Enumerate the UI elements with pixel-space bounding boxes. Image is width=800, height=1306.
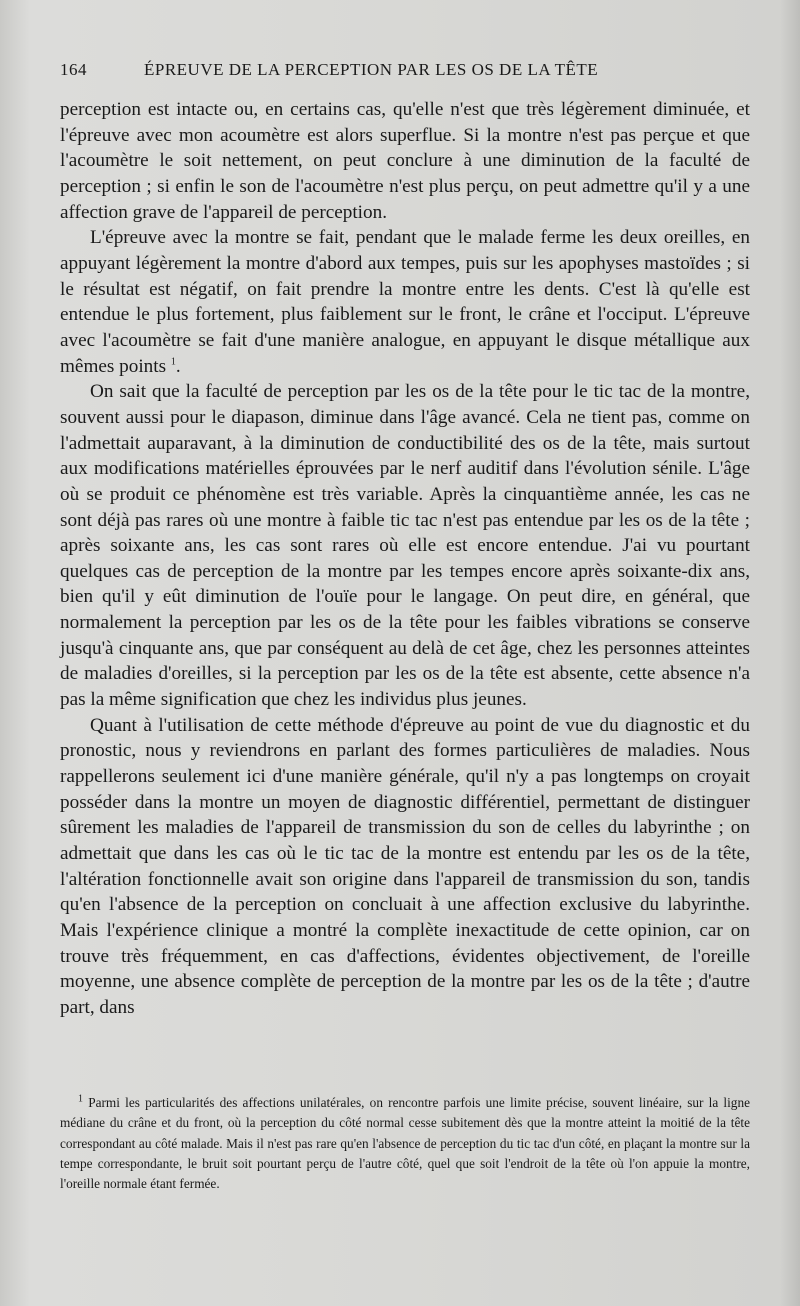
page-number: 164 [60, 60, 87, 79]
footnote [60, 1093, 750, 1194]
paragraph: Quant à l'utilisation de cette méthode d'épreuve au point de vue du diagnostic et du pronostic, nous y reviendrons en parlant des formes particulières de maladies. Nous rappellerons seulement ici d'une manière générale, qu'il n'y a pas longtemps on croyait posséder dans la montre un moyen de diagnostic différentiel, permettant de distinguer sûrement les maladies de l'appareil de transmission du son de celles du labyrinthe ; on admettait que dans les cas où le tic tac de la montre est entendu par les os de la tête, l'altération fonctionnelle avait son origine dans l'appareil de transmission du son, tandis qu'en l'absence de la perception on concluait à une affection exclusive du labyrinthe. Mais l'expérience clinique a montré la complète inexactitude de cette opinion, car on trouve très fréquemment, en cas d'affections, évidentes objectivement, de l'oreille moyenne, une absence complète de perception de la montre par les os de la tête ; d'autre part, dans [60, 714, 750, 1018]
paragraph [60, 225, 750, 379]
footnote-reference: 1 [170, 356, 176, 368]
footnote-text: Parmi les particularités des affections unilatérales, on rencontre parfois une limite précise, souvent linéaire, sur la ligne médiane du crâne et du front, où la perception du côté normal cesse subitement dès que la montre atteint la moitié de la tête correspondant au côté malade. Mais il n'est pas rare qu'en l'absence de perception du tic tac d'un côté, en plaçant la montre sur la tempe correspondante, le bruit soit pourtant perçu de l'autre côté, quel que soit l'endroit de la tête où l'on appuie la montre, l'oreille normale étant fermée. [60, 1095, 751, 1192]
footnote-number: 1 [78, 1093, 83, 1105]
running-title: ÉPREUVE DE LA PERCEPTION PAR LES OS DE LA TÊTE [144, 60, 599, 79]
paragraph: On sait que la faculté de perception par les os de la tête pour le tic tac de la montre, souvent aussi pour le diapason, diminue dans l'âge avancé. Cela ne tient pas, comme on l'admettait auparavant, à la diminution de conductibilité des os de la tête, mais surtout aux modifications matérielles éprouvées par le nerf auditif dans l'évolution sénile. L'âge où se produit ce phénomène est très variable. Après la cinquantième année, les cas ne sont déjà pas rares où une montre à faible tic tac n'est pas entendue par les os de la tête ; après soixante ans, les cas sont rares où elle est encore entendue. J'ai vu pourtant quelques cas de perception de la montre par les tempes encore après soixante-dix ans, bien qu'il y eût diminution de l'ouïe pour le langage. On peut dire, en général, que normalement la perception par les os de la tête pour les faibles vibrations se conserve jusqu'à cinquante ans, que par conséquent au delà de cet âge, chez les personnes atteintes de maladies d'oreilles, si la perception par les os de la tête est absente, cette absence n'a pas la même signification que chez les individus plus jeunes. [60, 381, 750, 711]
paragraph-text: L'épreuve avec la montre se fait, pendant que le malade ferme les deux oreilles, en appuyant légèrement la montre d'abord aux tempes, puis sur les apophyses mastoïdes ; si le résultat est négatif, on fait prendre la montre entre les dents. C'est là qu'elle est entendue le plus fortement, plus faiblement sur le front, le crâne et l'occiput. L'épreuve avec l'acoumètre se fait d'une manière analogue, en appuyant le disque métallique aux mêmes points [60, 227, 750, 377]
paragraph-continued: perception est intacte ou, en certains cas, qu'elle n'est que très légèrement diminuée, et l'épreuve avec mon acoumètre est alors superflue. Si la montre n'est pas perçue et que l'acoumètre le soit nettement, on peut conclure à une diminution de la faculté de perception ; si enfin le son de l'acoumètre n'est plus perçu, on peut admettre qu'il y a une affection grave de l'appareil de perception. [60, 99, 750, 223]
footnotes [60, 1093, 750, 1194]
main-text [60, 97, 750, 1021]
page-header [60, 60, 750, 88]
paragraph-end-punctuation: . [175, 355, 181, 377]
